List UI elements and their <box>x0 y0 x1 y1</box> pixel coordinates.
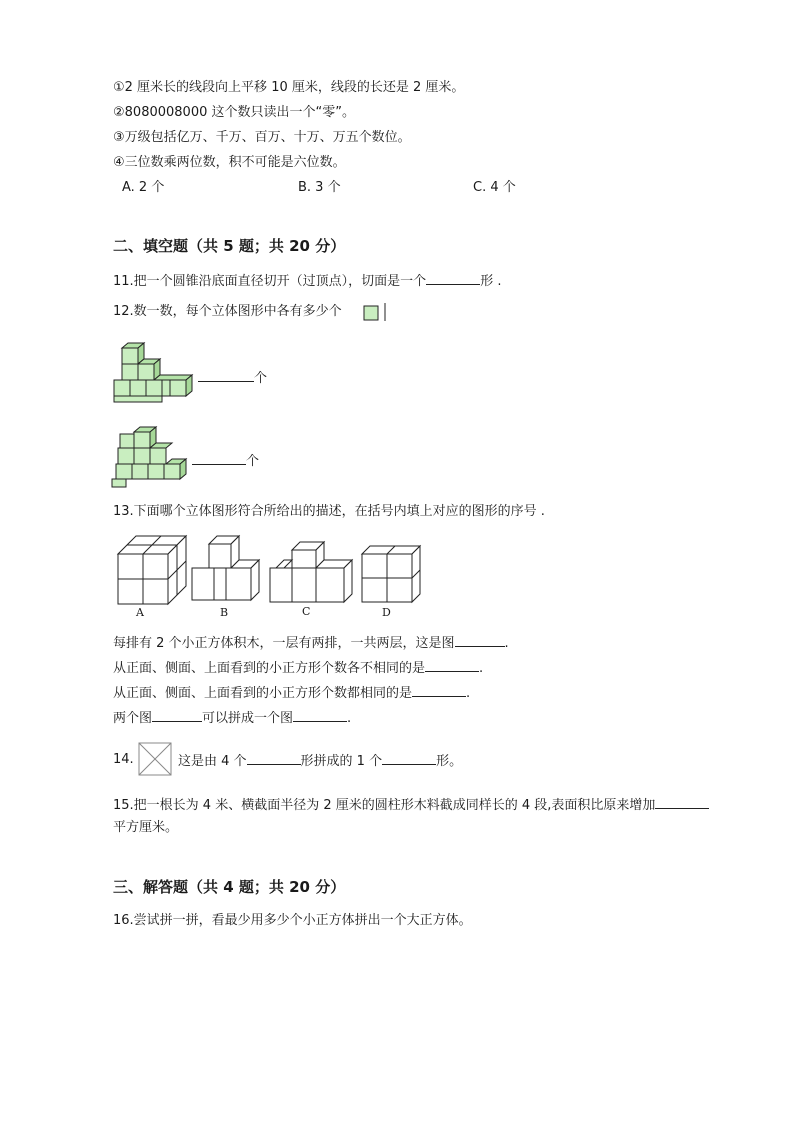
q15-text: 15.把一根长为 4 米、横截面半径为 2 厘米的圆柱形木料截成同样长的 4 段,表面积比原来增加 <box>113 798 656 813</box>
q12-figure-1 <box>112 340 194 404</box>
q15-line-2: 平方厘米。 <box>113 820 179 835</box>
q13-blank-5[interactable] <box>293 707 347 722</box>
q13-label-c: C <box>302 605 311 618</box>
q14-text-a: 这是由 4 个 <box>178 754 247 769</box>
q10-statement-1: ①2 厘米长的线段向上平移 10 厘米，线段的长还是 2 厘米。 <box>113 80 465 95</box>
section-3-heading: 三、解答题（共 4 题；共 20 分） <box>113 878 346 896</box>
q13-figure-d <box>362 546 420 602</box>
q13-blank-3[interactable] <box>412 682 466 697</box>
q14-sentence <box>178 750 462 772</box>
q13-line-4-text-b: 可以拼成一个图 <box>202 711 294 726</box>
q16-text: 16.尝试拼一拼，看最少用多少个小正方体拼出一个大正方体。 <box>113 913 472 928</box>
q13-line-1 <box>113 632 509 654</box>
q13-line-3-end: . <box>466 686 471 701</box>
q14-text-c: 形。 <box>436 754 463 769</box>
q15-blank[interactable] <box>655 794 709 809</box>
q13-figures <box>114 534 434 606</box>
q13-label-d: D <box>382 606 391 619</box>
q12-unit-2: 个 <box>246 454 260 469</box>
q13-line-2-end: . <box>479 661 484 676</box>
q10-option-c: C. 4 个 <box>473 180 516 195</box>
q13-line-4-text-a: 两个图 <box>113 711 153 726</box>
q10-statement-3: ③万级包括亿万、千万、百万、十万、万五个数位。 <box>113 130 411 145</box>
q10-option-b: B. 3 个 <box>298 180 341 195</box>
q13-line-4 <box>113 707 351 729</box>
q11 <box>113 270 501 292</box>
q14-blank-2[interactable] <box>382 750 436 765</box>
q13-line-4-end: . <box>347 711 352 726</box>
q13-label-b: B <box>220 606 229 619</box>
q12-unit-1: 个 <box>254 371 268 386</box>
q12-figure-2 <box>110 426 190 488</box>
q12-text: 12.数一数，每个立体图形中各有多少个 <box>113 304 342 319</box>
q13-line-1-text: 每排有 2 个小正方体积木，一层有两排，一共两层，这是图 <box>113 636 455 651</box>
q13-line-2-text: 从正面、侧面、上面看到的小正方形个数各不相同的是 <box>113 661 426 676</box>
q14-blank-1[interactable] <box>247 750 301 765</box>
section-2-heading: 二、填空题（共 5 题；共 20 分） <box>113 237 346 255</box>
q13-text: 13.下面哪个立体图形符合所给出的描述，在括号内填上对应的图形的序号 . <box>113 504 545 519</box>
q13-figure-a <box>118 536 186 604</box>
q13-line-3-text: 从正面、侧面、上面看到的小正方形个数都相同的是 <box>113 686 413 701</box>
q12 <box>113 302 342 322</box>
q12-answer-2 <box>192 450 259 472</box>
q11-answer-blank[interactable] <box>426 270 480 285</box>
q13-label-a: A <box>136 606 144 619</box>
q14-square-diagonals-figure <box>138 742 172 776</box>
small-cube-icon <box>362 303 388 323</box>
q13-line-1-end: . <box>504 636 509 651</box>
q11-text-end: 形 . <box>480 274 502 289</box>
q12-answer-1 <box>198 367 267 389</box>
q14-text-b: 形拼成的 1 个 <box>300 754 383 769</box>
q13-figure-b <box>192 536 259 600</box>
q14-number: 14. <box>113 752 134 767</box>
q13-line-3 <box>113 682 470 704</box>
q13-blank-1[interactable] <box>455 632 505 647</box>
q13-blank-2[interactable] <box>425 657 479 672</box>
q13-line-2 <box>113 657 483 679</box>
q12-blank-2[interactable] <box>192 450 246 465</box>
q10-statement-4: ④三位数乘两位数，积不可能是六位数。 <box>113 155 346 170</box>
q11-text: 11.把一个圆锥沿底面直径切开（过顶点），切面是一个 <box>113 274 427 289</box>
q13-figure-c <box>270 542 352 602</box>
q15-line-1 <box>113 794 709 816</box>
q10-option-a: A. 2 个 <box>122 180 165 195</box>
q12-blank-1[interactable] <box>198 367 254 382</box>
q10-statement-2: ②8080008000 这个数只读出一个“零”。 <box>113 105 355 120</box>
q13-blank-4[interactable] <box>152 707 202 722</box>
